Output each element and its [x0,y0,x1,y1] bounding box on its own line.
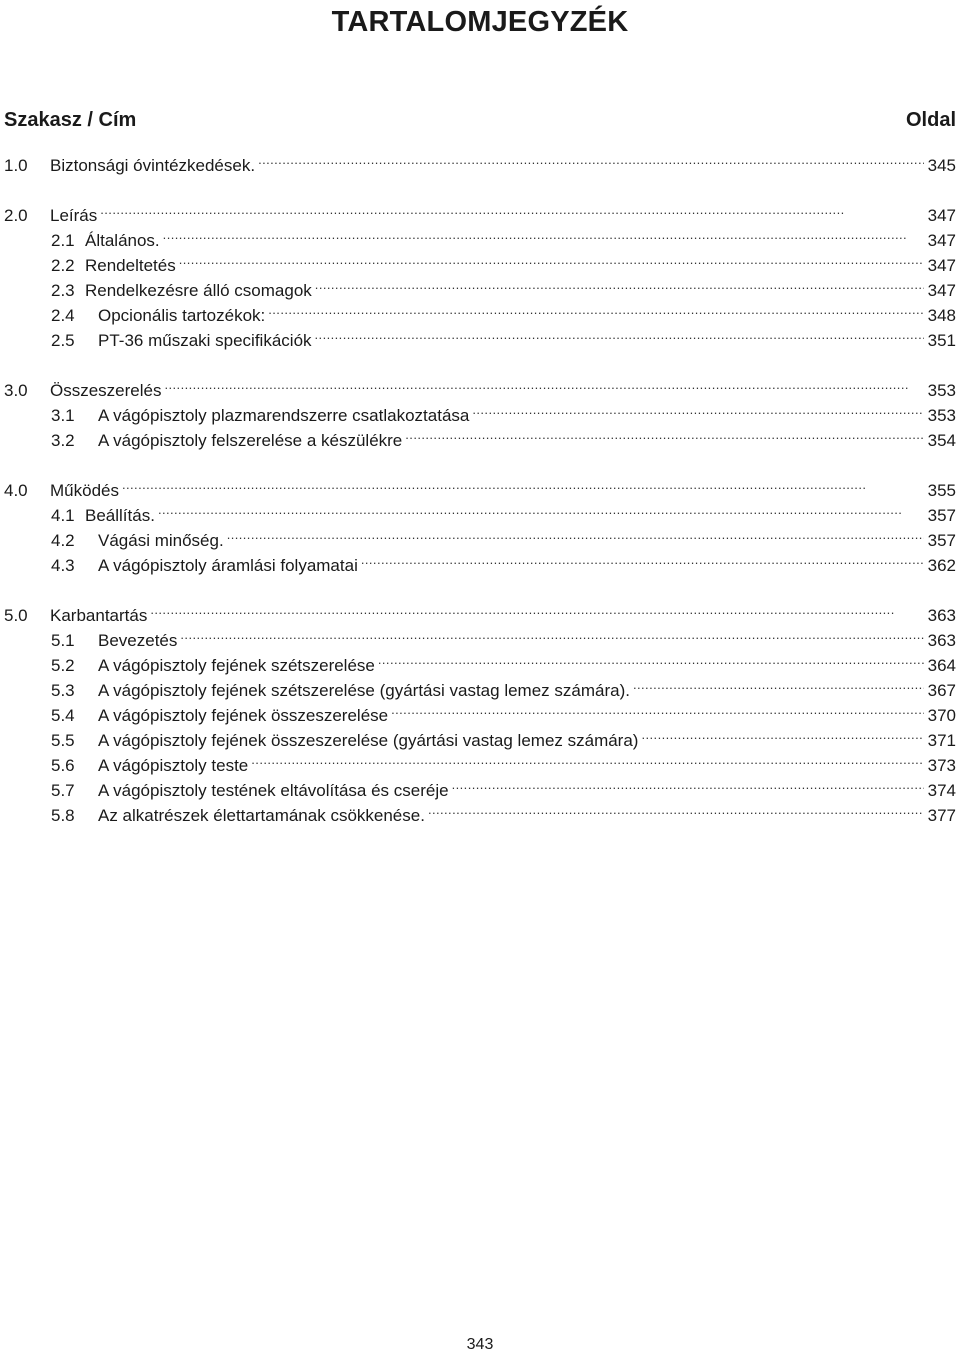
toc-entry-number: 5.1 [51,631,75,650]
toc-entry-page: 367 [927,681,956,700]
toc-entry-page: 357 [927,506,956,525]
toc-entry-page: 377 [927,806,956,825]
toc-entry[interactable] [51,796,956,825]
dot-leader [179,246,924,271]
toc-entry-number: 2.1 [51,231,75,250]
dot-leader [472,396,923,421]
dot-leader [378,646,924,671]
toc-entry-number: 4.1 [51,506,75,525]
page-number: 343 [466,1336,494,1353]
toc-entry-page: 363 [927,631,956,650]
toc-entry-number: 2.0 [4,206,28,225]
toc-entry[interactable] [51,246,956,275]
toc-entry[interactable] [4,146,956,175]
toc-entry-number: 2.2 [51,256,75,275]
toc-entry-page: 354 [927,431,956,450]
toc-entry-label: Összeszerelés [50,381,162,400]
dot-leader [315,271,924,296]
toc-entry-page: 370 [927,706,956,725]
toc-header-page: Oldal [905,109,956,131]
toc-entry[interactable] [4,596,956,625]
toc-entry-label: Az alkatrészek élettartamának csökkenése. [98,806,425,825]
toc-entry-number: 2.3 [51,281,75,300]
toc-entry-page: 348 [927,306,956,325]
dot-leader [164,371,923,396]
toc-entry-number: 5.8 [51,806,75,825]
toc-entry-label: PT-36 műszaki specifikációk [98,331,312,350]
toc-entry-label: A vágópisztoly fejének szétszerelése [98,656,375,675]
dot-leader [251,746,923,771]
toc-entry-page: 347 [927,281,956,300]
dot-leader [180,621,923,646]
toc-entry-number: 3.1 [51,406,75,425]
toc-entry-label: Működés [50,481,119,500]
dot-leader [633,671,924,696]
toc-entry-label: A vágópisztoly plazmarendszerre csatlakoztatása [98,406,470,425]
toc-entry-number: 5.2 [51,656,75,675]
toc-entry-page: 374 [927,781,956,800]
toc-entry-number: 5.6 [51,756,75,775]
toc-entry[interactable] [4,371,956,400]
toc-entry[interactable] [51,746,956,775]
toc-entry-page: 347 [927,206,956,225]
toc-entry[interactable] [51,696,956,725]
dot-leader [163,221,924,246]
dot-leader [452,771,924,796]
toc-entry-label: Rendeltetés [85,256,176,275]
dot-leader [391,696,924,721]
toc-entry-page: 357 [927,531,956,550]
dot-leader [227,521,924,546]
toc-entry-label: Vágási minőség. [98,531,224,550]
toc-entry-page: 364 [927,656,956,675]
dot-leader [405,421,923,446]
toc-entry[interactable] [51,496,956,525]
toc-entry[interactable] [4,196,956,225]
toc-entry-label: Leírás [50,206,98,225]
toc-entry-label: Bevezetés [98,631,178,650]
toc-entry[interactable] [51,646,956,675]
dot-leader [158,496,924,521]
toc-entry[interactable] [51,421,956,450]
toc-entry[interactable] [51,521,956,550]
toc-entry-label: Beállítás. [85,506,155,525]
toc-entry-page: 353 [927,406,956,425]
toc-entry-number: 5.5 [51,731,75,750]
toc-entry-number: 4.3 [51,556,75,575]
toc-header [4,107,956,133]
toc-entry-number: 2.4 [51,306,75,325]
page-title: TARTALOMJEGYZÉK [331,6,629,38]
toc-entry-label: A vágópisztoly felszerelése a készülékre [98,431,403,450]
toc-entry-page: 345 [927,156,956,175]
title-wrapper [0,4,960,40]
toc-entry-label: Opcionális tartozékok: [98,306,266,325]
dot-leader [268,296,923,321]
toc-entry-label: A vágópisztoly fejének összeszerelése (gyártási vastag lemez számára) [98,731,639,750]
toc-entry-number: 4.2 [51,531,75,550]
toc-entry-page: 351 [927,331,956,350]
toc-entry-number: 5.0 [4,606,28,625]
toc-entry-number: 4.0 [4,481,28,500]
dot-leader [315,321,924,346]
toc-entry-number: 2.5 [51,331,75,350]
toc-entry-number: 5.4 [51,706,75,725]
toc-entry[interactable] [51,546,956,575]
toc-entry-label: A vágópisztoly teste [98,756,249,775]
toc-entry-label: A vágópisztoly fejének szétszerelése (gyártási vastag lemez számára). [98,681,630,700]
toc-entry-label: Rendelkezésre álló csomagok [85,281,312,300]
toc-entry-label: Biztonsági óvintézkedések. [50,156,256,175]
dot-leader [428,796,924,821]
toc-entry[interactable] [51,321,956,350]
toc-entry-number: 1.0 [4,156,28,175]
toc-entry-page: 363 [927,606,956,625]
toc-entry-label: A vágópisztoly testének eltávolítása és cseréje [98,781,449,800]
toc-entry-page: 371 [927,731,956,750]
toc-entry-page: 353 [927,381,956,400]
toc-entry[interactable] [51,221,956,250]
toc-entry-label: A vágópisztoly fejének összeszerelése [98,706,389,725]
toc-entry-label: Általános. [85,231,160,250]
toc-entry[interactable] [51,296,956,325]
toc-entry-number: 3.0 [4,381,28,400]
toc-entry-page: 373 [927,756,956,775]
toc-entry-page: 347 [927,231,956,250]
dot-leader [641,721,923,746]
toc-entry-page: 362 [927,556,956,575]
toc-entry[interactable] [51,621,956,650]
toc-entry[interactable] [51,396,956,425]
toc-entry[interactable] [51,271,956,300]
toc-entry[interactable] [51,771,956,800]
toc-entry-label: A vágópisztoly áramlási folyamatai [98,556,358,575]
dot-leader [361,546,924,571]
toc-entry-page: 355 [927,481,956,500]
toc-entry[interactable] [4,471,956,500]
toc-entry-number: 3.2 [51,431,75,450]
toc-entry-page: 347 [927,256,956,275]
toc-entry-number: 5.7 [51,781,75,800]
toc-entry[interactable] [51,671,956,700]
dot-leader [122,471,924,496]
dot-leader [100,196,923,221]
dot-leader [258,146,924,171]
toc-header-section-title: Szakasz / Cím [4,109,137,131]
toc-entry-label: Karbantartás [50,606,148,625]
toc-entry[interactable] [51,721,956,750]
toc-entry-number: 5.3 [51,681,75,700]
dot-leader [150,596,923,621]
